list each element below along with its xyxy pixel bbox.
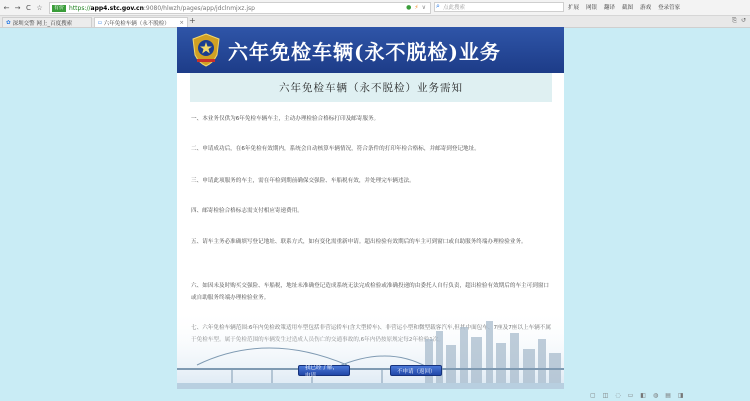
page-content xyxy=(177,27,564,389)
close-icon[interactable]: × xyxy=(179,19,184,26)
shield-icon[interactable]: ● xyxy=(406,4,412,11)
back-icon[interactable]: ← xyxy=(3,3,10,12)
status-icon-6[interactable]: ◍ xyxy=(652,392,659,399)
tab-label: 深圳交警 网上_百度搜索 xyxy=(12,20,73,27)
apply-button[interactable]: 我已经了解，申请 xyxy=(298,365,350,376)
city-bridge-illustration xyxy=(177,309,564,389)
status-icon-1[interactable]: ▢ xyxy=(590,392,596,399)
status-icon-5[interactable]: ◧ xyxy=(640,392,646,399)
status-icon-8[interactable]: ◨ xyxy=(677,392,684,399)
notice-title: 六年免检车辆（永不脱检）业务需知 xyxy=(190,73,552,102)
tab-six-year-exempt[interactable] xyxy=(94,17,188,27)
status-icon-4[interactable]: ▭ xyxy=(627,392,634,399)
browser-toolbar xyxy=(0,0,750,16)
paw-icon: ✿ xyxy=(6,19,11,26)
notice-item-4: 四、邮寄检验合格标志需支付相应寄递费用。 xyxy=(191,208,303,214)
secure-badge: 有价 xyxy=(54,4,65,11)
new-tab-button[interactable]: + xyxy=(189,16,196,25)
notice-item-2: 二、申请成功后，在6年免检有效期内，系统会自动核算车辆情况，符合条件的打印年检合格标，并邮寄到登记地址。 xyxy=(191,146,480,152)
notice-item-1: 一、本业务仅供为6年免检车辆车主，主动办理检验合格标打印及邮寄服务。 xyxy=(191,116,380,122)
page-title: 六年免检车辆(永不脱检)业务 xyxy=(228,40,501,64)
reload-icon[interactable]: C xyxy=(26,3,31,12)
address-bar[interactable] xyxy=(49,2,431,14)
url-path: :9080/hlwzh/pages/app/jdclnmjxz.jsp xyxy=(143,4,255,12)
toolbar-item-login[interactable]: 登录管家 xyxy=(658,5,681,11)
tab-baidu-search[interactable] xyxy=(2,17,92,27)
header-banner xyxy=(177,27,564,73)
page-icon: ▫ xyxy=(98,19,102,26)
status-icon-3[interactable]: ◌ xyxy=(615,392,621,399)
dropdown-icon[interactable]: ∨ xyxy=(421,4,426,11)
status-icon-2[interactable]: ◫ xyxy=(602,392,609,399)
tab-tools xyxy=(732,17,746,25)
undo-icon[interactable]: ↺ xyxy=(740,17,746,24)
url-scheme: https:// xyxy=(69,4,91,12)
status-icon-7[interactable]: ▤ xyxy=(665,392,671,399)
bookmark-star-icon[interactable]: ☆ xyxy=(36,3,43,12)
status-bar-icons xyxy=(590,392,684,399)
toolbar-item-screenshot[interactable]: 截图 xyxy=(622,5,634,11)
tab-label: 六年免检车辆（永不脱检） xyxy=(103,20,170,27)
toolbar-item-translate[interactable]: 翻译 xyxy=(604,5,616,11)
address-bar-icons xyxy=(406,4,426,11)
police-emblem-icon xyxy=(191,33,221,67)
toolbar-item-extensions[interactable]: 扩展 xyxy=(568,5,580,11)
notice-item-6: 六、如因未及时购买交强险、车船税，地址未准确登记造成系统无法完成检验或准确投递的由委托人自行负责，超出检验有效期后的车主可到窗口或自助服务终端办理检验业务。 xyxy=(191,283,550,301)
cancel-button[interactable]: 不申请（返回） xyxy=(390,365,442,376)
forward-icon[interactable]: → xyxy=(14,3,21,12)
search-input[interactable]: ⌕ 点此搜索 xyxy=(434,2,564,12)
notice-item-5: 五、请车主务必准确填写登记地址、联系方式，如有变化需重新申请。超出检验有效期后的车主可到窗口或自助服务终端办理检验业务。 xyxy=(191,239,527,245)
lightning-icon[interactable]: ⚡ xyxy=(414,4,419,11)
url-host: app4.stc.gov.cn xyxy=(90,4,144,12)
notice-item-3: 三、申请此项服务的车主，需在年检到期前确保交强险、车船税有效，并处理完车辆违法。 xyxy=(191,178,415,184)
toolbar-item-games[interactable]: 游戏 xyxy=(640,5,652,11)
restore-icon[interactable]: ⎘ xyxy=(732,17,737,24)
toolbar-item-bank[interactable]: 网银 xyxy=(586,5,598,11)
toolbar-extensions xyxy=(568,3,680,11)
